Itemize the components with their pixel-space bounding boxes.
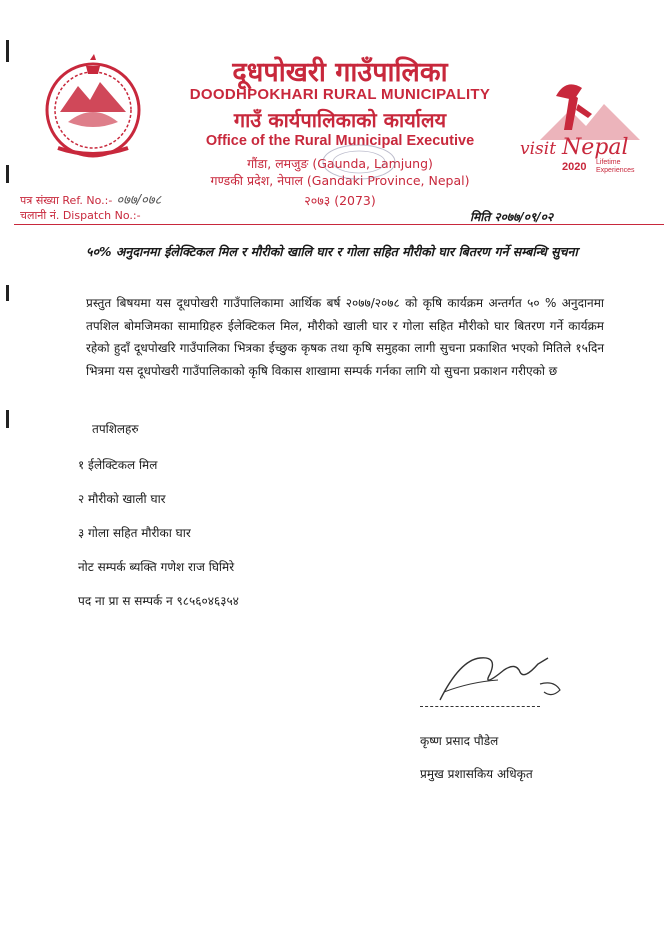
- office-name-en: Office of the Rural Municipal Executive: [205, 133, 475, 149]
- signature-icon: [420, 640, 580, 710]
- margin-mark: [6, 410, 9, 428]
- contact-post: पद ना प्रा स सम्पर्क न ९८५६०४६३५४: [78, 594, 239, 608]
- ref-label: पत्र संख्या Ref. No.:-: [20, 194, 113, 207]
- nepal-text: Nepal: [562, 135, 629, 160]
- municipality-name-np: दूधपोखरी गाउँपालिका: [232, 57, 448, 88]
- margin-mark: [6, 165, 9, 183]
- office-name-np: गाउँ कार्यपालिकाको कार्यालय: [233, 108, 447, 132]
- visit-nepal-logo: [500, 70, 650, 180]
- province-line: गण्डकी प्रदेश, नेपाल (Gandaki Province, Nepal): [210, 173, 470, 188]
- municipality-name-en: DOODHPOKHARI RURAL MUNICIPALITY: [189, 86, 491, 103]
- list-item: १ ईलेक्टिकल मिल: [78, 458, 158, 472]
- signatory-title: प्रमुख प्रशासकिय अधिकृत: [420, 767, 533, 781]
- signatory-name: कृष्ण प्रसाद पौडेल: [420, 734, 499, 748]
- ref-no: [20, 190, 161, 208]
- notice-body: प्रस्तुत बिषयमा यस दूधपोखरी गाउँपालिकामा आर्थिक बर्ष २०७७/२०७८ को कृषि कार्यक्रम अन्तर्गत ५० % अनुदानमा तपशिल बोमजिमका सामाग्रिहरु ईलेक्टिकल मिल, मौरीको खाली घार र गोला सहित मौरीको घार बितरण गर्ने कार्यक्रम रहेको हुदाँ दूधपोखरि गाउँपालिका भित्रका ईच्छुक कृषक तथा कृषि समुहका लागी सुचना प्रकाशित भएको मितिले १५दिन भित्रमा यस दूधपोखरी गाउँपालिकाको कृषि विकास शाखामा सम्पर्क गर्नका लागि यो सुचना प्रकाशन गरीएको छ: [86, 296, 604, 378]
- subject-line: ५०% अनुदानमा ईलेक्टिकल मिल र मौरीको खालि घार र गोला सहित मौरीको घार बितरण गर्ने सम्बन्धि सुचना: [86, 244, 578, 259]
- year-text: 2020: [562, 161, 587, 173]
- nepal-emblem-icon: [38, 52, 148, 162]
- office-stamp-icon: [320, 142, 398, 182]
- dispatch-no: चलानी नं. Dispatch No.:-: [20, 209, 141, 222]
- address-line: गौंडा, लमजुङ (Gaunda, Lamjung): [247, 156, 433, 171]
- margin-mark: [6, 285, 9, 301]
- list-item: ३ गोला सहित मौरीका घार: [78, 526, 191, 540]
- signature-line: [420, 706, 540, 707]
- contact-note: नोट सम्पर्क ब्यक्ति गणेश राज घिमिरे: [78, 560, 235, 574]
- visit-text: visit: [520, 139, 557, 159]
- list-item: २ मौरीको खाली घार: [78, 492, 166, 506]
- header-divider: [14, 224, 664, 225]
- letter-date: मिति २०७७/०९/०२: [470, 210, 554, 224]
- tag-lifetime: Lifetime: [596, 159, 621, 166]
- details-heading: तपशिलहरु: [92, 422, 139, 436]
- ref-value: ०७७/०७८: [116, 193, 162, 208]
- established-year: २०७३ (2073): [304, 193, 376, 208]
- margin-mark: [6, 40, 9, 62]
- tag-experiences: Experiences: [596, 167, 635, 174]
